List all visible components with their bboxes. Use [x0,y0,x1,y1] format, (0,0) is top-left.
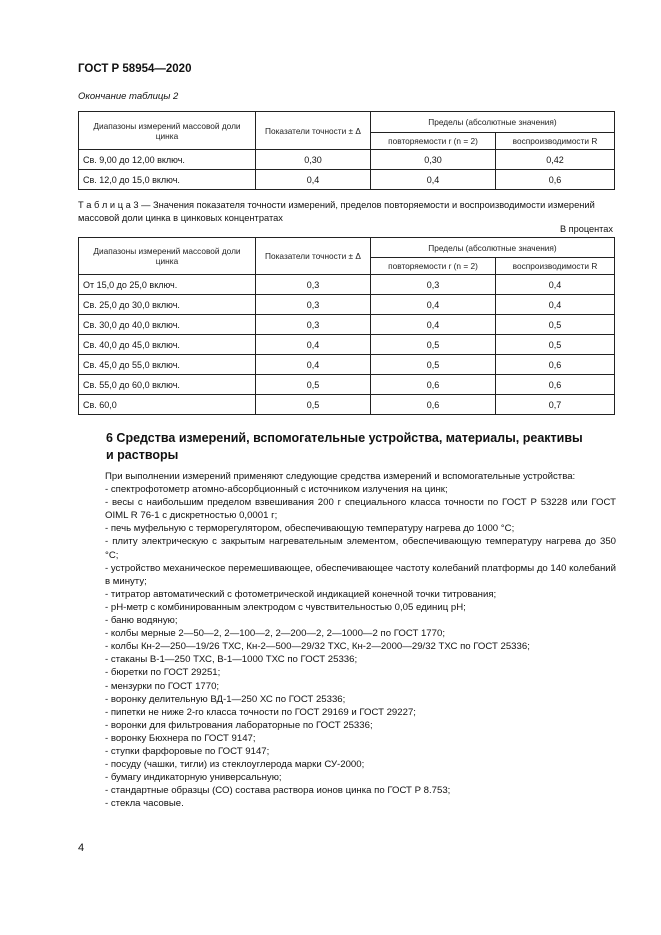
table-row [79,315,615,335]
page-number: 4 [78,842,85,854]
repeatability-cell: 0,3 [371,275,496,295]
list-item: - воронку Бюхнера по ГОСТ 9147; [105,732,256,744]
list-item: - устройство механическое перемешивающее, обеспечивающее частоту колебаний платформы до 140 колебаний в минуту; [105,562,616,587]
table-row [79,295,615,315]
list-item: - пипетки не ниже 2-го класса точности по ГОСТ 29169 и ГОСТ 29227; [105,706,416,718]
table3-header-reproducibility: воспроизводимости R [496,258,615,275]
range-cell: Св. 45,0 до 55,0 включ. [79,355,256,375]
table-row [79,335,615,355]
list-item: - весы с наибольшим пределом взвешивания 200 г специального класса точности по ГОСТ Р 53228 или ГОСТ OIML R 76-1 с дискретностью 0,0001 г; [105,497,616,522]
list-item: - баню водяную; [105,615,178,627]
range-cell: От 15,0 до 25,0 включ. [79,275,256,295]
table-row [79,355,615,375]
accuracy-cell: 0,4 [256,170,371,190]
table2-caption: Окончание таблицы 2 [78,91,179,102]
section-6-intro: При выполнении измерений применяют следующие средства измерений и вспомогательные устройства: [105,471,576,482]
table-row [79,375,615,395]
range-cell: Св. 25,0 до 30,0 включ. [79,295,256,315]
table-2 [78,111,615,190]
accuracy-cell: 0,3 [256,295,371,315]
range-cell: Св. 55,0 до 60,0 включ. [79,375,256,395]
reproducibility-cell: 0,6 [496,170,615,190]
accuracy-cell: 0,4 [256,355,371,375]
reproducibility-cell: 0,6 [496,375,615,395]
range-cell: Св. 9,00 до 12,00 включ. [79,150,256,170]
range-cell: Св. 60,0 [79,395,256,415]
reproducibility-cell: 0,4 [496,295,615,315]
reproducibility-cell: 0,5 [496,315,615,335]
repeatability-cell: 0,4 [371,295,496,315]
repeatability-cell: 0,30 [371,150,496,170]
reproducibility-cell: 0,6 [496,355,615,375]
list-item: - pH-метр с комбинированным электродом с чувствительностью 0,05 единиц pH; [105,601,466,613]
accuracy-cell: 0,30 [256,150,371,170]
table2-header-reproducibility: воспроизводимости R [496,133,615,150]
reproducibility-cell: 0,5 [496,335,615,355]
table-row [79,395,615,415]
list-item: - колбы Кн-2—250—19/26 ТХС, Кн-2—500—29/32 ТХС, Кн-2—2000—29/32 ТХС по ГОСТ 25336; [105,641,530,653]
accuracy-cell: 0,5 [256,395,371,415]
table3-header-repeatability: повторяемости r (n = 2) [371,258,496,275]
range-cell: Св. 40,0 до 45,0 включ. [79,335,256,355]
list-item: - печь муфельную с терморегулятором, обеспечивающую температуру нагрева до 1000 °С; [105,523,515,535]
range-cell: Св. 30,0 до 40,0 включ. [79,315,256,335]
table3-header-limits: Пределы (абсолютные значения) [371,238,615,258]
repeatability-cell: 0,6 [371,395,496,415]
table2-header-range: Диапазоны измерений массовой доли цинка [79,112,256,150]
list-item: - ступки фарфоровые по ГОСТ 9147; [105,745,270,757]
section-6-heading: 6 Средства измерений, вспомогательные устройства, материалы, реактивы и растворы [106,431,583,462]
table3-header-accuracy: Показатели точности ± Δ [256,238,371,275]
table-row [79,170,615,190]
list-item: - посуду (чашки, тигли) из стеклоуглерода марки СУ-2000; [105,759,365,771]
table-3 [78,237,615,415]
list-item: - мензурки по ГОСТ 1770; [105,680,220,692]
list-item: - стандартные образцы (СО) состава раствора ионов цинка по ГОСТ Р 8.753; [105,785,451,797]
list-item: - воронки для фильтрования лабораторные по ГОСТ 25336; [105,719,373,731]
list-item: - плиту электрическую с закрытым нагревательным элементом, обеспечивающую температуру нагрева до 350 °С; [105,536,616,561]
table3-header-range: Диапазоны измерений массовой доли цинка [79,238,256,275]
section-6-body [78,470,616,810]
repeatability-cell: 0,5 [371,355,496,375]
list-item: - стекла часовые. [105,798,184,810]
accuracy-cell: 0,3 [256,275,371,295]
repeatability-cell: 0,5 [371,335,496,355]
list-item: - титратор автоматический с фотометрической индикацией конечной точки титрования; [105,588,497,600]
repeatability-cell: 0,6 [371,375,496,395]
table2-header-repeatability: повторяемости r (n = 2) [371,133,496,150]
accuracy-cell: 0,3 [256,315,371,335]
table2-header-limits: Пределы (абсолютные значения) [371,112,615,133]
reproducibility-cell: 0,42 [496,150,615,170]
repeatability-cell: 0,4 [371,315,496,335]
list-item: - колбы мерные 2—50—2, 2—100—2, 2—200—2, 2—1000—2 по ГОСТ 1770; [105,628,445,640]
range-cell: Св. 12,0 до 15,0 включ. [79,170,256,190]
list-item: - воронку делительную ВД-1—250 ХС по ГОСТ 25336; [105,693,346,705]
table2-header-accuracy: Показатели точности ± Δ [256,112,371,150]
accuracy-cell: 0,5 [256,375,371,395]
table3-title: Т а б л и ц а 3 — Значения показателя точности измерений, пределов повторяемости и воспроизводимости измерений массовой доли цинка в цинковых концентратах [78,200,595,223]
list-item: - спектрофотометр атомно-абсорбционный с источником излучения на цинк; [105,484,448,496]
accuracy-cell: 0,4 [256,335,371,355]
list-item: - бумагу индикаторную универсальную; [105,772,282,784]
document-code: ГОСТ Р 58954—2020 [78,63,192,75]
list-item: - бюретки по ГОСТ 29251; [105,667,221,679]
table3-unit-label: В процентах [559,224,613,234]
table-row [79,150,615,170]
list-item: - стаканы В-1—250 ТХС, В-1—1000 ТХС по ГОСТ 25336; [105,654,358,666]
reproducibility-cell: 0,4 [496,275,615,295]
table-row [79,275,615,295]
reproducibility-cell: 0,7 [496,395,615,415]
repeatability-cell: 0,4 [371,170,496,190]
